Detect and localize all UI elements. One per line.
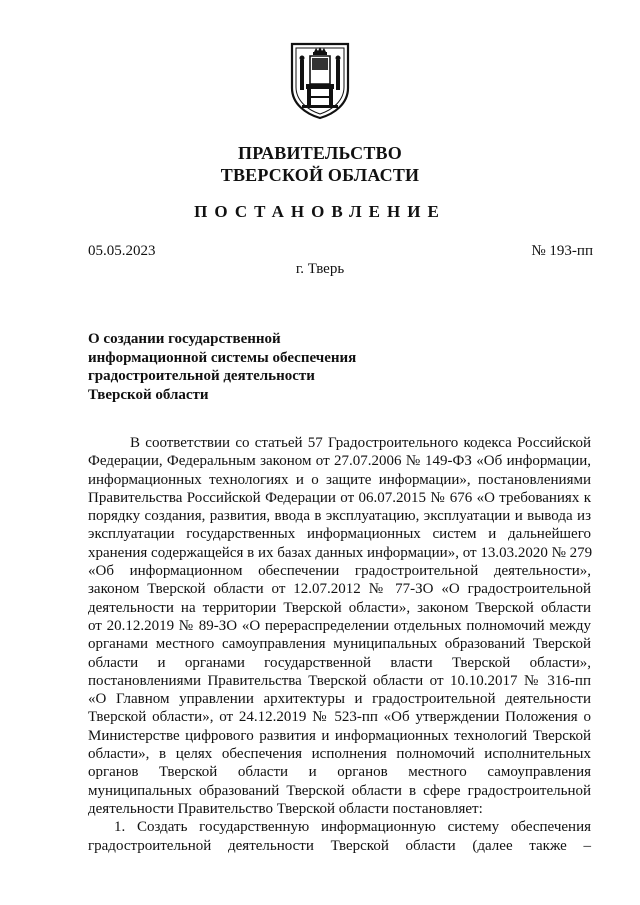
body-line: постановлениями Правительства Тверской области от 10.10.2017 № 316-пп (88, 672, 591, 689)
body-line: 1. Создать государственную информационную систему обеспечения (114, 819, 591, 836)
organization-name-line2: ТВЕРСКОЙ ОБЛАСТИ (220, 165, 420, 185)
body-line: В соответствии со статьей 57 Градостроительного кодекса Российской (130, 435, 591, 451)
body-line: эксплуатации государственных информационных систем и дальнейшего (88, 526, 591, 543)
document-city: г. Тверь (295, 261, 345, 277)
document-title (88, 330, 418, 404)
body-line: Правительства Российской Федерации от 06.07.2015 № 676 «О требованиях к (88, 489, 591, 506)
title-line: Тверской области (88, 386, 209, 403)
body-line: органов Тверской области и органов местного самоуправления (88, 764, 591, 781)
body-line: от 20.12.2019 № 89-ЗО «О перераспределении отдельных полномочий между (88, 617, 591, 634)
body-line: области и органами государственной власти Тверской области», (88, 654, 591, 671)
document-date: 05.05.2023 (88, 243, 156, 259)
body-line: законом Тверской области от 12.07.2012 № 77-ЗО «О градостроительной (88, 581, 591, 598)
document-body (88, 434, 591, 855)
body-line: информационных технологиях и о защите информации», постановлениями (88, 471, 591, 488)
body-line: муниципальных образований Тверской области в сфере градостроительной (88, 782, 591, 799)
title-line: информационной системы обеспечения (88, 349, 357, 366)
body-line: хранения содержащейся в их базах данных информации», от 13.03.2020 № 279 (88, 544, 593, 561)
body-line: Министерстве цифрового развития и информационных технологий Тверской (88, 727, 591, 744)
body-line: области», в целях обеспечения исполнения полномочий исполнительных (88, 746, 591, 763)
body-line: «О Главном управлении архитектуры и градостроительной деятельности (88, 691, 591, 708)
organization-name-line1: ПРАВИТЕЛЬСТВО (238, 143, 402, 163)
title-line: О создании государственной (88, 331, 281, 347)
body-line: «Об информационном обеспечении градостроительной деятельности», (88, 563, 591, 580)
document-number: № 193-пп (531, 243, 593, 259)
coat-of-arms-icon (288, 40, 352, 120)
body-line: порядку создания, развития, ввода в эксплуатацию, эксплуатации и вывода из (88, 508, 591, 525)
body-line: Федерации, Федеральным законом от 27.07.2006 № 149-ФЗ «Об информации, (88, 453, 591, 470)
body-line: деятельности Правительство Тверской области постановляет: (88, 800, 483, 817)
title-line: градостроительной деятельности (88, 368, 315, 384)
document-type: ПОСТАНОВЛЕНИЕ (194, 202, 446, 221)
body-line: Тверской области», от 24.12.2019 № 523-пп «Об утверждении Положения о (88, 709, 591, 726)
body-line: деятельности на территории Тверской области», законом Тверской области (88, 599, 591, 616)
body-line: органами местного самоуправления муниципальных образований Тверской (88, 636, 591, 653)
body-line: градостроительной деятельности Тверской области (далее также – (88, 837, 591, 854)
